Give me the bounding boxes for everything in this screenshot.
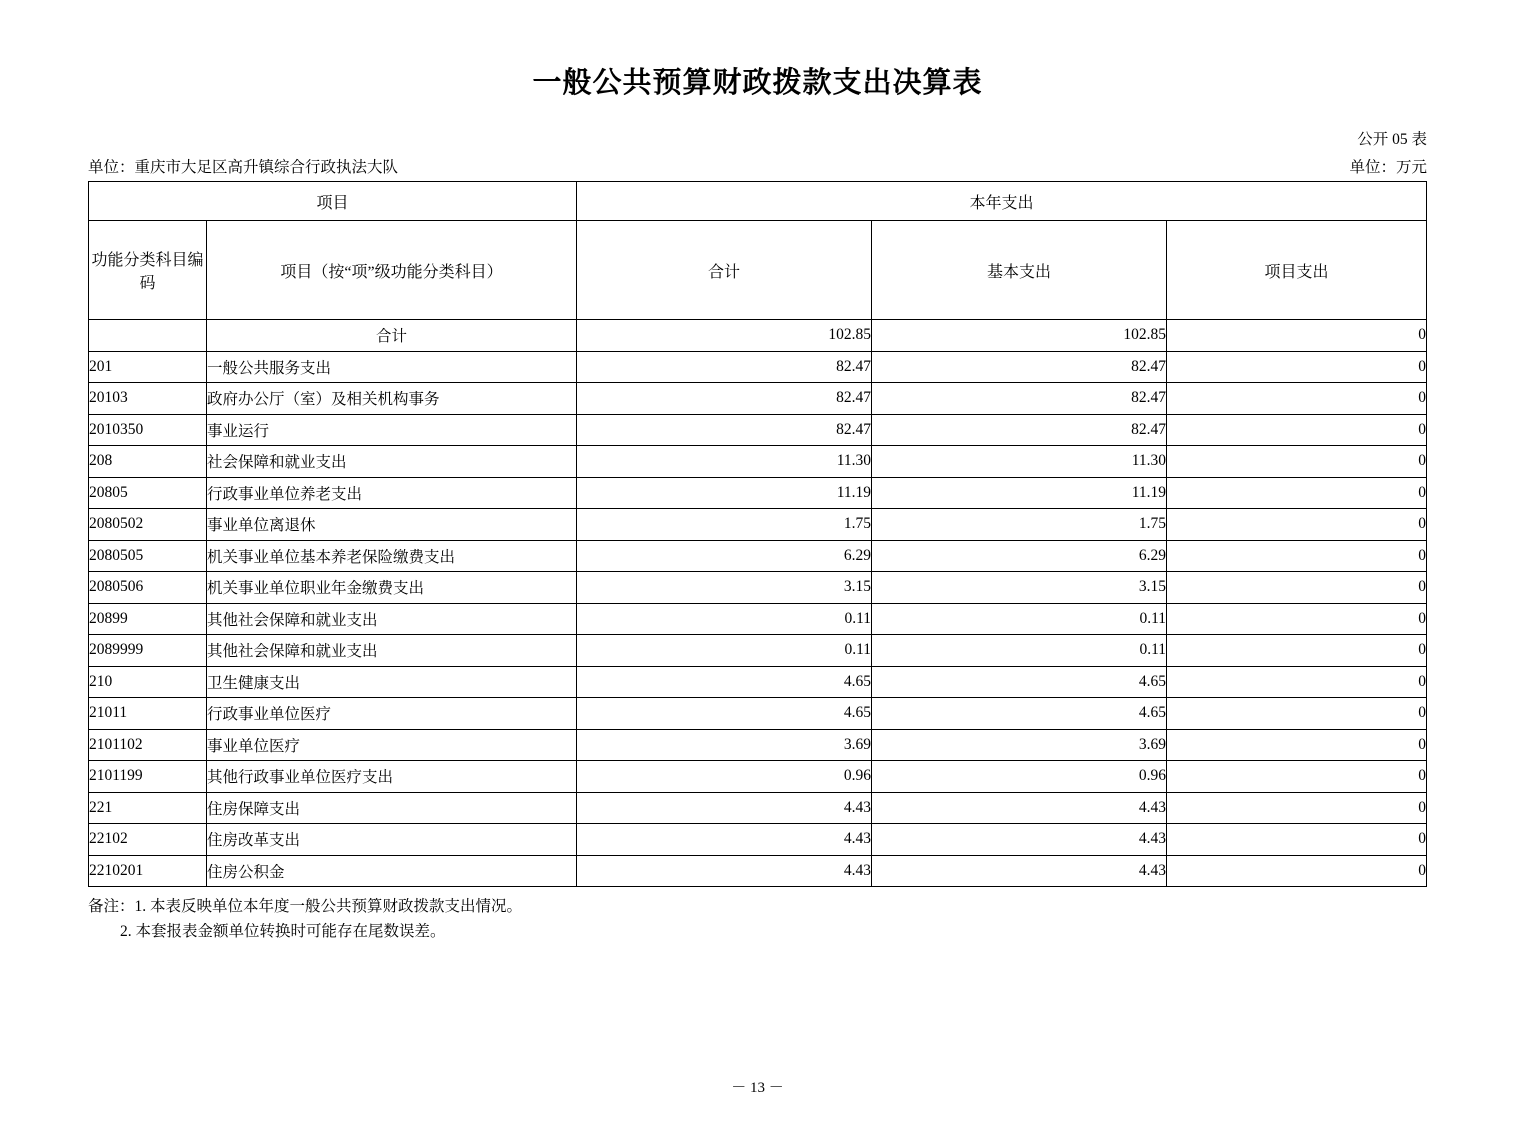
header-col-basic: 基本支出	[872, 221, 1167, 320]
cell-name: 住房公积金	[207, 855, 577, 887]
cell-basic: 11.30	[872, 446, 1167, 478]
cell-total: 4.65	[577, 698, 872, 730]
cell-name: 住房保障支出	[207, 792, 577, 824]
table-row	[89, 792, 1427, 824]
cell-project: 0	[1167, 635, 1427, 667]
cell-project: 0	[1167, 824, 1427, 856]
cell-code: 2101199	[89, 761, 207, 793]
cell-total: 102.85	[577, 320, 872, 352]
cell-basic: 6.29	[872, 540, 1167, 572]
cell-code: 22102	[89, 824, 207, 856]
table-row	[89, 729, 1427, 761]
cell-total: 4.65	[577, 666, 872, 698]
cell-total: 0.11	[577, 635, 872, 667]
cell-name: 其他社会保障和就业支出	[207, 603, 577, 635]
cell-total: 82.47	[577, 414, 872, 446]
cell-basic: 82.47	[872, 414, 1167, 446]
cell-basic: 0.11	[872, 635, 1167, 667]
table-row	[89, 698, 1427, 730]
cell-code	[89, 320, 207, 352]
cell-total: 82.47	[577, 351, 872, 383]
cell-code: 2101102	[89, 729, 207, 761]
cell-code: 2010350	[89, 414, 207, 446]
cell-total: 0.96	[577, 761, 872, 793]
cell-total: 0.11	[577, 603, 872, 635]
cell-name: 一般公共服务支出	[207, 351, 577, 383]
table-row	[89, 383, 1427, 415]
cell-total: 82.47	[577, 383, 872, 415]
cell-code: 20899	[89, 603, 207, 635]
cell-code: 2089999	[89, 635, 207, 667]
cell-code: 21011	[89, 698, 207, 730]
page-title: 一般公共预算财政拨款支出决算表	[532, 67, 983, 99]
header-col-name: 项目（按“项”级功能分类科目）	[207, 221, 577, 320]
table-row	[89, 855, 1427, 887]
table-row	[89, 635, 1427, 667]
cell-basic: 82.47	[872, 351, 1167, 383]
cell-total: 11.30	[577, 446, 872, 478]
cell-name: 住房改革支出	[207, 824, 577, 856]
cell-code: 20103	[89, 383, 207, 415]
cell-basic: 0.96	[872, 761, 1167, 793]
header-col-code: 功能分类科目编码	[89, 221, 207, 320]
table-row	[89, 761, 1427, 793]
table-row	[89, 414, 1427, 446]
header-col-project: 项目支出	[1167, 221, 1427, 320]
cell-basic: 4.43	[872, 792, 1167, 824]
header-col-total: 合计	[577, 221, 872, 320]
cell-basic: 4.43	[872, 855, 1167, 887]
cell-total: 3.15	[577, 572, 872, 604]
cell-project: 0	[1167, 509, 1427, 541]
cell-name: 政府办公厅（室）及相关机构事务	[207, 383, 577, 415]
cell-total: 6.29	[577, 540, 872, 572]
cell-code: 2080502	[89, 509, 207, 541]
cell-name: 事业运行	[207, 414, 577, 446]
cell-project: 0	[1167, 729, 1427, 761]
table-row	[89, 320, 1427, 352]
header-project-group: 项目	[89, 182, 577, 221]
note-line-2: 2. 本套报表金额单位转换时可能存在尾数误差。	[120, 922, 446, 940]
table-body	[89, 320, 1427, 887]
meta-row	[88, 155, 1427, 177]
cell-total: 4.43	[577, 792, 872, 824]
cell-name: 其他社会保障和就业支出	[207, 635, 577, 667]
document-page	[0, 60, 1515, 1129]
table-row	[89, 351, 1427, 383]
cell-project: 0	[1167, 792, 1427, 824]
cell-project: 0	[1167, 761, 1427, 793]
table-row	[89, 603, 1427, 635]
cell-code: 2080505	[89, 540, 207, 572]
cell-basic: 4.43	[872, 824, 1167, 856]
note-line-1: 备注：1. 本表反映单位本年度一般公共预算财政拨款支出情况。	[88, 898, 523, 915]
cell-project: 0	[1167, 666, 1427, 698]
cell-project: 0	[1167, 320, 1427, 352]
cell-project: 0	[1167, 603, 1427, 635]
cell-name: 其他行政事业单位医疗支出	[207, 761, 577, 793]
cell-code: 208	[89, 446, 207, 478]
budget-table	[88, 181, 1427, 887]
table-head	[89, 182, 1427, 320]
cell-name: 机关事业单位职业年金缴费支出	[207, 572, 577, 604]
cell-total: 1.75	[577, 509, 872, 541]
cell-project: 0	[1167, 477, 1427, 509]
table-row	[89, 666, 1427, 698]
cell-total: 4.43	[577, 855, 872, 887]
cell-name: 卫生健康支出	[207, 666, 577, 698]
table-row	[89, 509, 1427, 541]
cell-basic: 1.75	[872, 509, 1167, 541]
cell-code: 221	[89, 792, 207, 824]
cell-name: 社会保障和就业支出	[207, 446, 577, 478]
table-row	[89, 477, 1427, 509]
cell-basic: 11.19	[872, 477, 1167, 509]
cell-project: 0	[1167, 446, 1427, 478]
cell-project: 0	[1167, 383, 1427, 415]
cell-name: 事业单位离退休	[207, 509, 577, 541]
cell-project: 0	[1167, 698, 1427, 730]
cell-project: 0	[1167, 414, 1427, 446]
cell-total: 4.43	[577, 824, 872, 856]
cell-code: 210	[89, 666, 207, 698]
cell-project: 0	[1167, 572, 1427, 604]
cell-basic: 4.65	[872, 698, 1167, 730]
table-row	[89, 446, 1427, 478]
cell-total: 3.69	[577, 729, 872, 761]
notes	[88, 895, 1427, 945]
cell-basic: 0.11	[872, 603, 1167, 635]
cell-code: 2080506	[89, 572, 207, 604]
cell-basic: 4.65	[872, 666, 1167, 698]
cell-code: 20805	[89, 477, 207, 509]
table-row	[89, 572, 1427, 604]
amount-unit: 单位：万元	[1349, 159, 1427, 176]
table-row	[89, 824, 1427, 856]
cell-basic: 82.47	[872, 383, 1167, 415]
unit-name: 单位：重庆市大足区高升镇综合行政执法大队	[88, 159, 399, 176]
cell-project: 0	[1167, 540, 1427, 572]
cell-name: 行政事业单位医疗	[207, 698, 577, 730]
cell-name: 机关事业单位基本养老保险缴费支出	[207, 540, 577, 572]
cell-basic: 3.15	[872, 572, 1167, 604]
cell-project: 0	[1167, 855, 1427, 887]
cell-code: 2210201	[89, 855, 207, 887]
cell-code: 201	[89, 351, 207, 383]
page-number: － 13 －	[731, 1080, 784, 1096]
form-number: 公开 05 表	[1357, 131, 1427, 148]
cell-total: 11.19	[577, 477, 872, 509]
cell-name: 事业单位医疗	[207, 729, 577, 761]
cell-basic: 102.85	[872, 320, 1167, 352]
cell-basic: 3.69	[872, 729, 1167, 761]
cell-project: 0	[1167, 351, 1427, 383]
cell-name: 合计	[207, 320, 577, 352]
table-row	[89, 540, 1427, 572]
cell-name: 行政事业单位养老支出	[207, 477, 577, 509]
header-year-expenditure-group: 本年支出	[577, 182, 1427, 221]
